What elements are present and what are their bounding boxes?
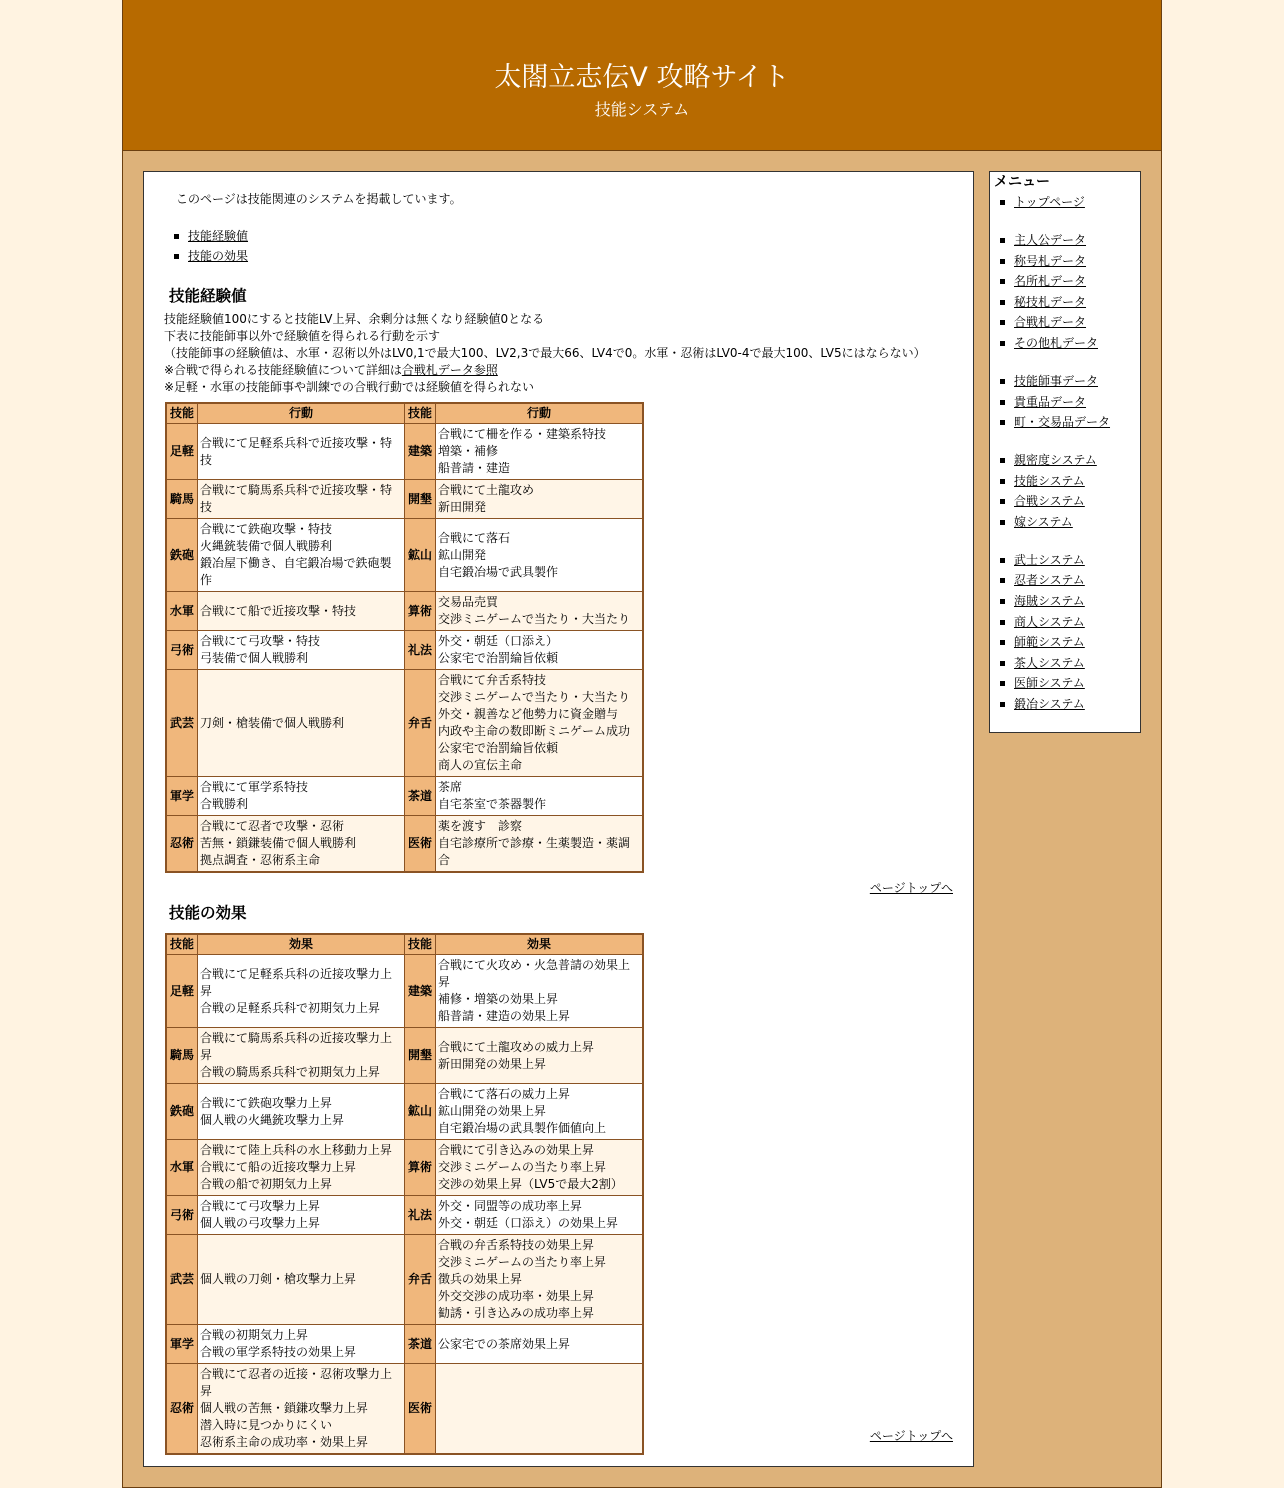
header-skill: 技能 (166, 934, 198, 955)
header-skill: 技能 (405, 934, 436, 955)
menu-link[interactable]: 主人公データ (1014, 232, 1087, 247)
menu-link[interactable]: 合戦システム (1014, 494, 1085, 509)
description-cell: 合戦にて柵を作る・建築系特技 増築・補修 船普請・建造 (436, 424, 644, 480)
menu-link[interactable]: 名所札データ (1014, 274, 1087, 289)
table-row (166, 1028, 643, 1084)
skill-name-cell: 算術 (405, 1140, 436, 1196)
menu-spacer (990, 354, 1110, 371)
site-title: 太閤立志伝V 攻略サイト (494, 62, 790, 93)
skill-name-cell: 水軍 (166, 592, 198, 631)
skill-effect-body (166, 955, 643, 1455)
site-header (123, 0, 1161, 151)
menu-item (990, 512, 1110, 533)
description-cell: 合戦にて足軽系兵科の近接攻撃力上昇 合戦の足軽系兵科で初期気力上昇 (198, 955, 405, 1028)
section-title-skill-exp: 技能経験値 (169, 287, 247, 305)
page-subtitle: 技能システム (594, 100, 690, 119)
menu-link[interactable]: その他札データ (1014, 335, 1099, 350)
menu-link[interactable]: 町・交易品データ (1014, 415, 1111, 430)
description-cell: 合戦にて船で近接攻撃・特技 (198, 592, 405, 631)
description-cell (436, 1364, 644, 1455)
skill-name-cell: 茶道 (405, 777, 436, 816)
skill-name-cell: 鉱山 (405, 1084, 436, 1140)
menu-link[interactable]: 茶人システム (1014, 655, 1085, 670)
description-cell: 交易品売買 交渉ミニゲームで当たり・大当たり (436, 592, 644, 631)
skill-effect-table (165, 933, 644, 1455)
menu-item (990, 632, 1110, 653)
menu-item (990, 471, 1110, 492)
menu-spacer (990, 532, 1110, 549)
skill-name-cell: 建築 (405, 955, 436, 1028)
page-top-link[interactable]: ページトップへ (869, 1429, 953, 1443)
menu-item (990, 392, 1110, 413)
skill-name-cell: 算術 (405, 592, 436, 631)
note-line: ※足軽・水軍の技能師事や訓練での合戦行動では経験値を得られない (164, 380, 535, 394)
description-cell: 合戦にて土龍攻め 新田開発 (436, 480, 644, 519)
skill-name-cell: 騎馬 (166, 1028, 198, 1084)
table-row (166, 480, 643, 519)
toc-item (168, 246, 248, 266)
menu-item (990, 292, 1110, 313)
table-row (166, 670, 643, 777)
skill-name-cell: 開墾 (405, 1028, 436, 1084)
description-cell: 合戦にて鉄砲攻撃力上昇 個人戦の火縄銃攻撃力上昇 (198, 1084, 405, 1140)
description-cell: 合戦にて騎馬系兵科で近接攻撃・特技 (198, 480, 405, 519)
skill-name-cell: 水軍 (166, 1140, 198, 1196)
description-cell: 合戦にて火攻め・火急普請の効果上昇 補修・増築の効果上昇 船普請・建造の効果上昇 (436, 955, 644, 1028)
menu-item (990, 371, 1110, 392)
menu-item (990, 491, 1110, 512)
skill-name-cell: 足軽 (166, 424, 198, 480)
menu-item (990, 230, 1110, 251)
toc-link-skill-exp[interactable]: 技能経験値 (188, 229, 249, 243)
skill-exp-table (165, 402, 644, 873)
table-row (166, 955, 643, 1028)
menu-link[interactable]: トップページ (1014, 195, 1085, 209)
table-row (166, 1364, 643, 1455)
skill-name-cell: 開墾 (405, 480, 436, 519)
description-cell: 茶席 自宅茶室で茶器製作 (436, 777, 644, 816)
description-cell: 合戦にて足軽系兵科で近接攻撃・特技 (198, 424, 405, 480)
intro-text: このページは技能関連のシステムを掲載しています。 (176, 192, 462, 206)
description-cell: 合戦にて土龍攻めの威力上昇 新田開発の効果上昇 (436, 1028, 644, 1084)
skill-name-cell: 足軽 (166, 955, 198, 1028)
menu-item (990, 271, 1110, 292)
table-header-row (166, 934, 643, 955)
menu-link[interactable]: 秘技札データ (1014, 294, 1087, 309)
description-cell: 公家宅での茶席効果上昇 (436, 1325, 644, 1364)
skill-name-cell: 建築 (405, 424, 436, 480)
table-row (166, 519, 643, 592)
menu-link[interactable]: 海賊システム (1014, 594, 1085, 609)
skill-name-cell: 弁舌 (405, 670, 436, 777)
menu-item (990, 192, 1110, 213)
skill-name-cell: 弓術 (166, 1196, 198, 1235)
page-top-link[interactable]: ページトップへ (869, 881, 953, 895)
note-line: 技能経験値100にすると技能LV上昇、余剰分は無くなり経験値0となる (164, 312, 545, 326)
table-header-row (166, 403, 643, 424)
description-cell: 合戦の初期気力上昇 合戦の軍学系特技の効果上昇 (198, 1325, 405, 1364)
menu-item (990, 450, 1110, 471)
header-skill: 技能 (166, 403, 198, 424)
menu-list (990, 192, 1110, 715)
battle-card-data-link[interactable]: 合戦札データ参照 (401, 363, 498, 377)
description-cell: 合戦にて弁舌系特技 交渉ミニゲームで当たり・大当たり 外交・親善など他勢力に資金贈与 内政や主命の数即断ミニゲーム成功 公家宅で治罰綸旨依頼 商人の宣伝主命 (436, 670, 644, 777)
skill-name-cell: 弁舌 (405, 1235, 436, 1325)
skill-name-cell: 軍学 (166, 777, 198, 816)
toc-item (168, 226, 248, 246)
description-cell: 合戦にて軍学系特技 合戦勝利 (198, 777, 405, 816)
description-cell: 合戦にて騎馬系兵科の近接攻撃力上昇 合戦の騎馬系兵科で初期気力上昇 (198, 1028, 405, 1084)
menu-link[interactable]: 貴重品データ (1014, 394, 1087, 409)
skill-name-cell: 鉄砲 (166, 519, 198, 592)
menu-link[interactable]: 忍者システム (1014, 573, 1085, 588)
skill-name-cell: 武芸 (166, 670, 198, 777)
description-cell: 合戦にて弓攻撃力上昇 個人戦の弓攻撃力上昇 (198, 1196, 405, 1235)
main-content (143, 171, 974, 1467)
menu-item (990, 612, 1110, 633)
note-text: ※合戦で得られる技能経験値について詳細は (164, 363, 402, 377)
skill-exp-body (166, 424, 643, 873)
skill-name-cell: 鉄砲 (166, 1084, 198, 1140)
description-cell: 合戦にて忍者で攻撃・忍術 苦無・鎖鎌装備で個人戦勝利 拠点調査・忍術系主命 (198, 816, 405, 873)
menu-link[interactable]: 合戦札データ (1014, 315, 1087, 330)
menu-item (990, 312, 1110, 333)
menu-link[interactable]: 嫁システム (1014, 514, 1073, 529)
menu-link[interactable]: 技能システム (1014, 473, 1085, 488)
description-cell: 合戦にて引き込みの効果上昇 交渉ミニゲームの当たり率上昇 交渉の効果上昇（LV5で最大2割） (436, 1140, 644, 1196)
skill-name-cell: 武芸 (166, 1235, 198, 1325)
menu-spacer (990, 433, 1110, 450)
description-cell: 個人戦の刀剣・槍攻撃力上昇 (198, 1235, 405, 1325)
header-action: 行動 (198, 403, 405, 424)
menu-item (990, 653, 1110, 674)
header-skill: 技能 (405, 403, 436, 424)
section-title-skill-effect: 技能の効果 (169, 904, 247, 922)
table-row (166, 424, 643, 480)
header-action: 行動 (436, 403, 644, 424)
menu-link[interactable]: 商人システム (1014, 614, 1085, 629)
menu-link[interactable]: 医師システム (1014, 676, 1085, 691)
menu-link[interactable]: 称号札データ (1014, 253, 1087, 268)
description-cell: 合戦にて忍者の近接・忍術攻撃力上昇 個人戦の苦無・鎖鎌攻撃力上昇 潜入時に見つかりにくい 忍術系主命の成功率・効果上昇 (198, 1364, 405, 1455)
menu-item (990, 673, 1110, 694)
table-row (166, 816, 643, 873)
description-cell: 合戦にて落石の威力上昇 鉱山開発の効果上昇 自宅鍛冶場の武具製作価値向上 (436, 1084, 644, 1140)
description-cell: 外交・朝廷（口添え） 公家宅で治罰綸旨依頼 (436, 631, 644, 670)
menu-item (990, 251, 1110, 272)
skill-name-cell: 忍術 (166, 1364, 198, 1455)
side-menu (989, 171, 1141, 733)
description-cell: 合戦にて鉄砲攻撃・特技 火縄銃装備で個人戦勝利 鍛冶屋下働き、自宅鍛冶場で鉄砲製作 (198, 519, 405, 592)
menu-item (990, 333, 1110, 354)
description-cell: 合戦にて落石 鉱山開発 自宅鍛冶場で武具製作 (436, 519, 644, 592)
description-cell: 合戦の弁舌系特技の効果上昇 交渉ミニゲームの当たり率上昇 徴兵の効果上昇 外交交渉の成功率・効果上昇 勧誘・引き込みの成功率上昇 (436, 1235, 644, 1325)
skill-name-cell: 礼法 (405, 631, 436, 670)
note-line (164, 362, 926, 379)
menu-spacer (990, 213, 1110, 230)
table-row (166, 1140, 643, 1196)
skill-name-cell: 医術 (405, 1364, 436, 1455)
table-row (166, 631, 643, 670)
menu-link[interactable]: 師範システム (1014, 635, 1085, 650)
menu-item (990, 591, 1110, 612)
skill-name-cell: 忍術 (166, 816, 198, 873)
skill-name-cell: 騎馬 (166, 480, 198, 519)
menu-link[interactable]: 武士システム (1014, 552, 1085, 567)
table-row (166, 1084, 643, 1140)
menu-link[interactable]: 鍛冶システム (1014, 697, 1085, 712)
menu-item (990, 412, 1110, 433)
note-line: （技能師事の経験値は、水軍・忍術以外はLV0,1で最大100、LV2,3で最大66、LV4で0。水軍・忍術はLV0-4で最大100、LV5にはならない） (164, 346, 926, 360)
description-cell: 合戦にて弓攻撃・特技 弓装備で個人戦勝利 (198, 631, 405, 670)
header-effect: 効果 (198, 934, 405, 955)
note-line: 下表に技能師事以外で経験値を得られる行動を示す (164, 329, 441, 343)
skill-name-cell: 軍学 (166, 1325, 198, 1364)
menu-title: メニュー (994, 174, 1050, 190)
menu-link[interactable]: 技能師事データ (1014, 373, 1099, 388)
menu-item (990, 550, 1110, 571)
menu-item (990, 570, 1110, 591)
description-cell: 外交・同盟等の成功率上昇 外交・朝廷（口添え）の効果上昇 (436, 1196, 644, 1235)
table-row (166, 1196, 643, 1235)
description-cell: 薬を渡す 診察 自宅診療所で診療・生薬製造・薬調合 (436, 816, 644, 873)
skill-name-cell: 鉱山 (405, 519, 436, 592)
skill-name-cell: 医術 (405, 816, 436, 873)
section-notes (164, 311, 926, 396)
table-row (166, 1325, 643, 1364)
menu-link[interactable]: 親密度システム (1014, 453, 1097, 468)
page-frame (122, 0, 1162, 1488)
description-cell: 刀剣・槍装備で個人戦勝利 (198, 670, 405, 777)
skill-name-cell: 茶道 (405, 1325, 436, 1364)
table-of-contents (168, 226, 248, 266)
menu-item (990, 694, 1110, 715)
skill-name-cell: 弓術 (166, 631, 198, 670)
description-cell: 合戦にて陸上兵科の水上移動力上昇 合戦にて船の近接攻撃力上昇 合戦の船で初期気力上昇 (198, 1140, 405, 1196)
toc-link-skill-effect[interactable]: 技能の効果 (188, 249, 249, 263)
header-effect: 効果 (436, 934, 644, 955)
table-row (166, 1235, 643, 1325)
table-row (166, 592, 643, 631)
table-row (166, 777, 643, 816)
skill-name-cell: 礼法 (405, 1196, 436, 1235)
